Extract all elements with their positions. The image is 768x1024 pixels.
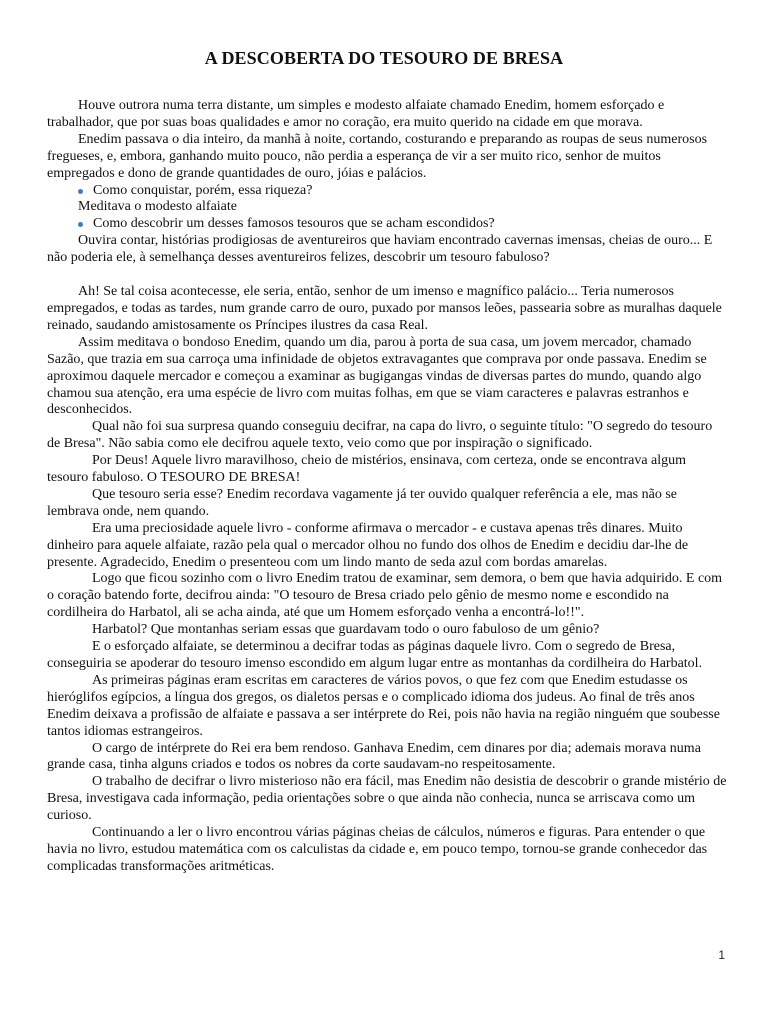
paragraph: Ah! Se tal coisa acontecesse, ele seria, então, senhor de um imenso e magnífico palácio... Teria numerosos empregados, e todas as tardes, num grande carro de ouro, puxado por mansos leões, passearia sobre as muralhas daquele reinado, saudando amistosamente os Príncipes ilustres da casa Real. bbox=[47, 284, 722, 333]
paragraph: Por Deus! Aquele livro maravilhoso, cheio de mistérios, ensinava, com certeza, onde se encontrava algum tesouro fabuloso. O TESOURO DE BRESA! bbox=[47, 453, 687, 486]
paragraph: Harbatol? Que montanhas seriam essas que guardavam todo o ouro fabuloso de um gênio? bbox=[92, 622, 600, 638]
paragraph: Houve outrora numa terra distante, um simples e modesto alfaiate chamado Enedim, homem esforçado e trabalhador, que por suas boas qualidades e amor no coração, era muito querido na cidade em que morava. bbox=[47, 98, 665, 130]
bullet-item bbox=[47, 216, 727, 233]
document-title: A DESCOBERTA DO TESOURO DE BRESA bbox=[204, 48, 564, 68]
bullet-icon bbox=[78, 222, 83, 227]
document-body bbox=[47, 98, 727, 876]
paragraph: Meditava o modesto alfaiate bbox=[78, 199, 237, 215]
paragraph: As primeiras páginas eram escritas em caracteres de vários povos, o que fez com que Enedim estudasse os hieróglifos egípcios, a língua dos gregos, os dialetos persas e o complicado idioma dos judeus. Ao final de três anos Enedim deixava a profissão de alfaiate e passava a ser intérprete do Rei, pois não havia na região ninguém que soubesse tantos idiomas estrangeiros. bbox=[47, 672, 720, 739]
paragraph: Que tesouro seria esse? Enedim recordava vagamente já ter ouvido qualquer referência a ele, mas não se lembrava onde, nem quando. bbox=[47, 486, 678, 519]
bullet-text: Como descobrir um desses famosos tesouros que se acham escondidos? bbox=[93, 216, 495, 232]
paragraph: Logo que ficou sozinho com o livro Enedim tratou de examinar, sem demora, o bem que havia adquirido. E com o coração batendo forte, decifrou ainda: "O tesouro de Bresa criado pelo gênio de mesmo nome e escondido na cordilheira do Harbatol, ali se acha ainda, até que um Homem esforçado venha a encontrá-lo!!". bbox=[47, 571, 723, 621]
paragraph: Continuando a ler o livro encontrou várias páginas cheias de cálculos, números e figuras. Para entender o que havia no livro, estudou matemática com os calculistas da cidade e, em pouco tempo, tornou-se grande conhecedor das complicadas transformações aritméticas. bbox=[47, 825, 708, 874]
paragraph: E o esforçado alfaiate, se determinou a decifrar todas as páginas daquele livro. Com o segredo de Bresa, conseguiria se apoderar do tesouro imenso escondido em algum lugar entre as montanhas da cordilheira do Harbatol. bbox=[47, 639, 703, 671]
bullet-icon bbox=[78, 189, 83, 194]
paragraph: Qual não foi sua surpresa quando conseguiu decifrar, na capa do livro, o seguinte título: "O segredo do tesouro de Bresa". Não sabia como ele decifrou aquele texto, veio como que por inspiração o significado. bbox=[47, 419, 713, 452]
bullet-item bbox=[47, 183, 727, 200]
paragraph: Enedim passava o dia inteiro, da manhã à noite, cortando, costurando e preparando as roupas de seus numerosos fregueses, e, embora, ganhando muito pouco, não perdia a esperança de vir a ser muito rico, senhor de muitos empregados e dono de grande quantidades de ouro, jóias e palácios. bbox=[47, 131, 708, 181]
paragraph: Era uma preciosidade aquele livro - conforme afirmava o mercador - e custava apenas três dinares. Muito dinheiro para aquele alfaiate, razão pela qual o mercador olhou no fundo dos olhos de Enedim e decidiu dar-lhe de presente. Agradecido, Enedim o presenteou com um lindo manto de seda azul com bordas amarelas. bbox=[47, 520, 689, 570]
blank-line bbox=[47, 267, 727, 284]
paragraph: O trabalho de decifrar o livro misterioso não era fácil, mas Enedim não desistia de descobrir o grande mistério de Bresa, investigava cada informação, pedia orientações sobre o que ainda não conhecia, nunca se arriscava como um curioso. bbox=[47, 774, 727, 824]
page-number: 1 bbox=[718, 948, 725, 962]
paragraph: Ouvira contar, histórias prodigiosas de aventureiros que haviam encontrado cavernas imensas, cheias de ouro... E não poderia ele, à semelhança desses aventureiros felizes, descobrir um tesouro fabuloso? bbox=[47, 233, 713, 266]
paragraph: O cargo de intérprete do Rei era bem rendoso. Ganhava Enedim, cem dinares por dia; ademais morava numa grande casa, tinha alguns criados e todos os nobres da corte saudavam-no respeitosamente. bbox=[47, 740, 701, 773]
bullet-text: Como conquistar, porém, essa riqueza? bbox=[93, 182, 313, 198]
paragraph: Assim meditava o bondoso Enedim, quando um dia, parou à porta de sua casa, um jovem mercador, chamado Sazão, que trazia em sua carroça uma infinidade de objetos extravagantes que comprava por onde passava. Enedim se aproximou daquele mercador e começou a examinar as bugigangas vindas de diversas partes do mundo, quando algo chamou sua atenção, era uma espécie de livro com muitas folhas, em que se viam caracteres e palavras estranhos e desconhecidos. bbox=[47, 334, 707, 418]
